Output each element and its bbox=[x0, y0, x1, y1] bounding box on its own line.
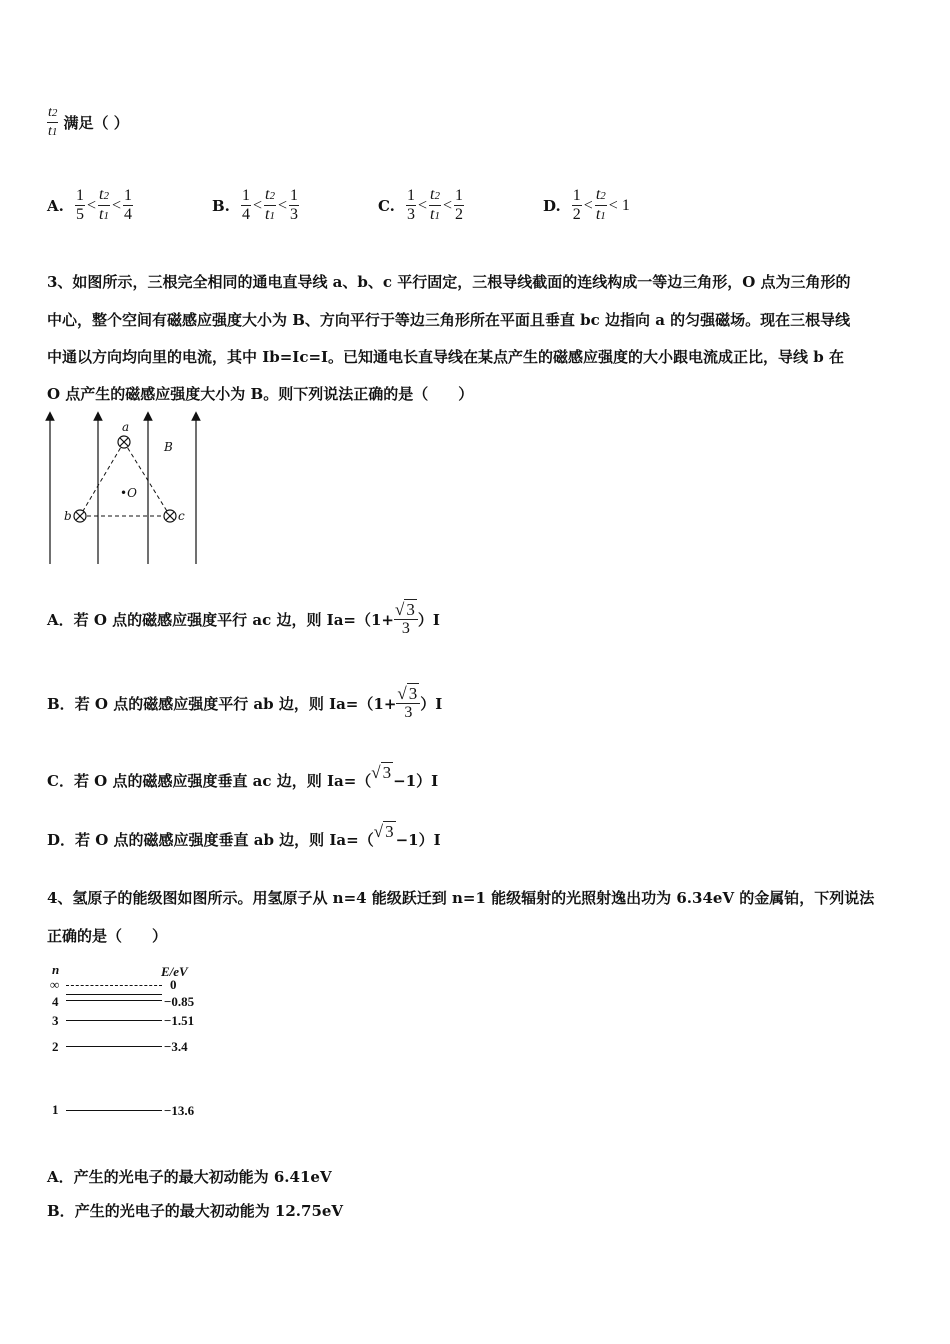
level-n-inf: ∞ bbox=[50, 977, 60, 992]
lower-num: 1 bbox=[242, 187, 250, 204]
option-label: A． bbox=[47, 611, 74, 630]
level-n-4: 4 bbox=[52, 994, 59, 1009]
upper-value: 1 bbox=[621, 196, 630, 214]
sqrt-value: 3 bbox=[382, 762, 392, 782]
question-stem-fragment bbox=[47, 104, 129, 141]
wire-c bbox=[164, 510, 176, 522]
upper-num: 1 bbox=[455, 187, 464, 204]
wire-b bbox=[74, 510, 86, 522]
label-c: c bbox=[178, 509, 185, 523]
label-B: B bbox=[164, 440, 173, 454]
option-text: 若 O 点的磁感应强度垂直 ab 边，则 Ia=（ bbox=[75, 831, 374, 849]
lower-den: 2 bbox=[572, 206, 581, 223]
level-e-3: −1.51 bbox=[164, 1013, 195, 1028]
option-tail: ）I bbox=[420, 695, 443, 714]
option-text: 产生的光电子的最大初动能为 6.41eV bbox=[73, 1168, 332, 1186]
q3-option-d[interactable]: D．若 O 点的磁感应强度垂直 ab 边，则 Ia=（√ 3 −1）I bbox=[47, 821, 441, 849]
level-line-4b bbox=[66, 1000, 162, 1001]
lower-num: 1 bbox=[407, 187, 415, 204]
q2-option-a[interactable]: A. $\frac{1}{5}$ < $\frac{t2}{t1}$ < $\frac{1}{4}$ bbox=[47, 186, 132, 223]
label-a: a bbox=[122, 420, 130, 434]
q3-stem-line1: 3、如图所示，三根完全相同的通电直导线 a、b、c 平行固定，三根导线截面的连线构成一等边三角形，O 点为三角形的 bbox=[47, 273, 851, 291]
sqrt-value: 3 bbox=[385, 821, 394, 841]
energy-level-diagram bbox=[46, 962, 216, 1122]
q3-stem-line4: O 点产生的磁感应强度大小为 B。则下列说法正确的是（ ） bbox=[47, 385, 474, 403]
level-n-2: 2 bbox=[52, 1039, 59, 1054]
upper-den: 2 bbox=[455, 206, 464, 223]
sqrt-value: 3 bbox=[406, 600, 415, 620]
level-line-4 bbox=[66, 994, 162, 995]
upper-num: 1 bbox=[123, 187, 132, 204]
level-n-3: 3 bbox=[52, 1013, 59, 1028]
ratio-denominator-sub: 1 bbox=[51, 126, 58, 138]
lower-num: 1 bbox=[572, 187, 581, 204]
level-line-2 bbox=[66, 1046, 162, 1047]
upper-den: 4 bbox=[123, 206, 132, 223]
q2-option-c[interactable]: C. $\frac{1}{3}$ < $\frac{t2}{t1}$ < $\frac{1}{2}$ bbox=[378, 186, 464, 223]
q3-option-c[interactable]: C．若 O 点的磁感应强度垂直 ac 边，则 Ia=（√ 3 −1）I bbox=[47, 762, 439, 790]
lower-den: 4 bbox=[242, 206, 250, 223]
e-header: E/eV bbox=[161, 964, 188, 979]
level-e-2: −3.4 bbox=[164, 1039, 188, 1054]
option-tail: −1）I bbox=[393, 772, 439, 790]
q3-stem-line2: 中心，整个空间有磁感应强度大小为 B、方向平行于等边三角形所在平面且垂直 bc 边指向 a 的匀强磁场。现在三根导线 bbox=[47, 311, 851, 329]
option-label: B． bbox=[47, 1202, 75, 1220]
ratio-denominator: t bbox=[48, 124, 52, 139]
option-label: A． bbox=[47, 1168, 74, 1186]
option-text: 若 O 点的磁感应强度平行 ab 边，则 Ia=（1+ bbox=[74, 695, 397, 714]
option-tail: ）I bbox=[417, 611, 440, 630]
option-label: B. bbox=[212, 196, 230, 215]
option-label: C． bbox=[47, 772, 74, 790]
sqrt-value: 3 bbox=[408, 684, 418, 704]
triangle-side bbox=[80, 442, 124, 516]
q3-option-b[interactable]: B．若 O 点的磁感应强度平行 ab 边，则 Ia=（1+ $\frac{√ 3}{3}$ ）I bbox=[47, 684, 443, 722]
option-text: 若 O 点的磁感应强度平行 ac 边，则 Ia=（1+ bbox=[73, 611, 394, 630]
level-e-1: −13.6 bbox=[164, 1103, 195, 1118]
option-label: B． bbox=[47, 695, 75, 714]
q4-stem-line1: 4、氢原子的能级图如图所示。用氢原子从 n=4 能级跃迁到 n=1 能级辐射的光照射逸出功为 6.34eV 的金属铂，下列说法 bbox=[47, 889, 875, 907]
q4-option-a[interactable] bbox=[47, 1166, 332, 1187]
ratio-numerator-sub: 2 bbox=[51, 107, 58, 119]
fraction-den: 3 bbox=[404, 704, 413, 722]
level-e-inf: 0 bbox=[170, 977, 177, 992]
q4-option-b[interactable] bbox=[47, 1200, 343, 1221]
level-n-1: 1 bbox=[52, 1102, 59, 1117]
ratio-fraction bbox=[47, 104, 58, 141]
n-header: n bbox=[52, 962, 60, 977]
option-label: C. bbox=[378, 196, 395, 215]
q2-option-d[interactable]: D. $\frac{1}{2}$ < $\frac{t2}{t1}$ < 1 bbox=[543, 186, 630, 223]
upper-num: 1 bbox=[290, 187, 299, 204]
lower-den: 3 bbox=[407, 206, 415, 223]
q3-stem-line3: 中通以方向均向里的电流，其中 Ib=Ic=I。已知通电长直导线在某点产生的磁感应强度的大小跟电流成正比，导线 b 在 bbox=[47, 348, 844, 366]
fraction-den: 3 bbox=[401, 620, 410, 638]
lower-num: 1 bbox=[75, 187, 84, 204]
level-line-1 bbox=[66, 1110, 162, 1111]
option-label: D． bbox=[47, 831, 76, 849]
q3-wire-figure bbox=[44, 410, 204, 566]
lower-den: 5 bbox=[75, 206, 84, 223]
option-tail: −1）I bbox=[395, 831, 441, 849]
q4-stem-line2: 正确的是（ ） bbox=[47, 927, 168, 945]
wire-a bbox=[118, 436, 130, 448]
level-line-inf bbox=[66, 985, 162, 986]
level-line-3 bbox=[66, 1020, 162, 1021]
q3-option-a[interactable]: A．若 O 点的磁感应强度平行 ac 边，则 Ia=（1+ $\frac{√ 3}{3}$ ）I bbox=[47, 600, 440, 638]
option-text: 若 O 点的磁感应强度垂直 ac 边，则 Ia=（ bbox=[73, 772, 372, 790]
option-label: D. bbox=[543, 196, 561, 215]
q2-option-b[interactable]: B. $\frac{1}{4}$ < $\frac{t2}{t1}$ < $\frac{1}{3}$ bbox=[212, 186, 299, 223]
ratio-numerator: t bbox=[48, 105, 52, 120]
level-e-4: −0.85 bbox=[164, 994, 195, 1009]
ratio-suffix: 满足（ ） bbox=[63, 114, 129, 132]
label-b: b bbox=[64, 509, 72, 523]
option-label: A. bbox=[47, 196, 64, 215]
upper-den: 3 bbox=[290, 206, 299, 223]
option-text: 产生的光电子的最大初动能为 12.75eV bbox=[74, 1202, 344, 1220]
label-O: •O bbox=[120, 486, 137, 500]
